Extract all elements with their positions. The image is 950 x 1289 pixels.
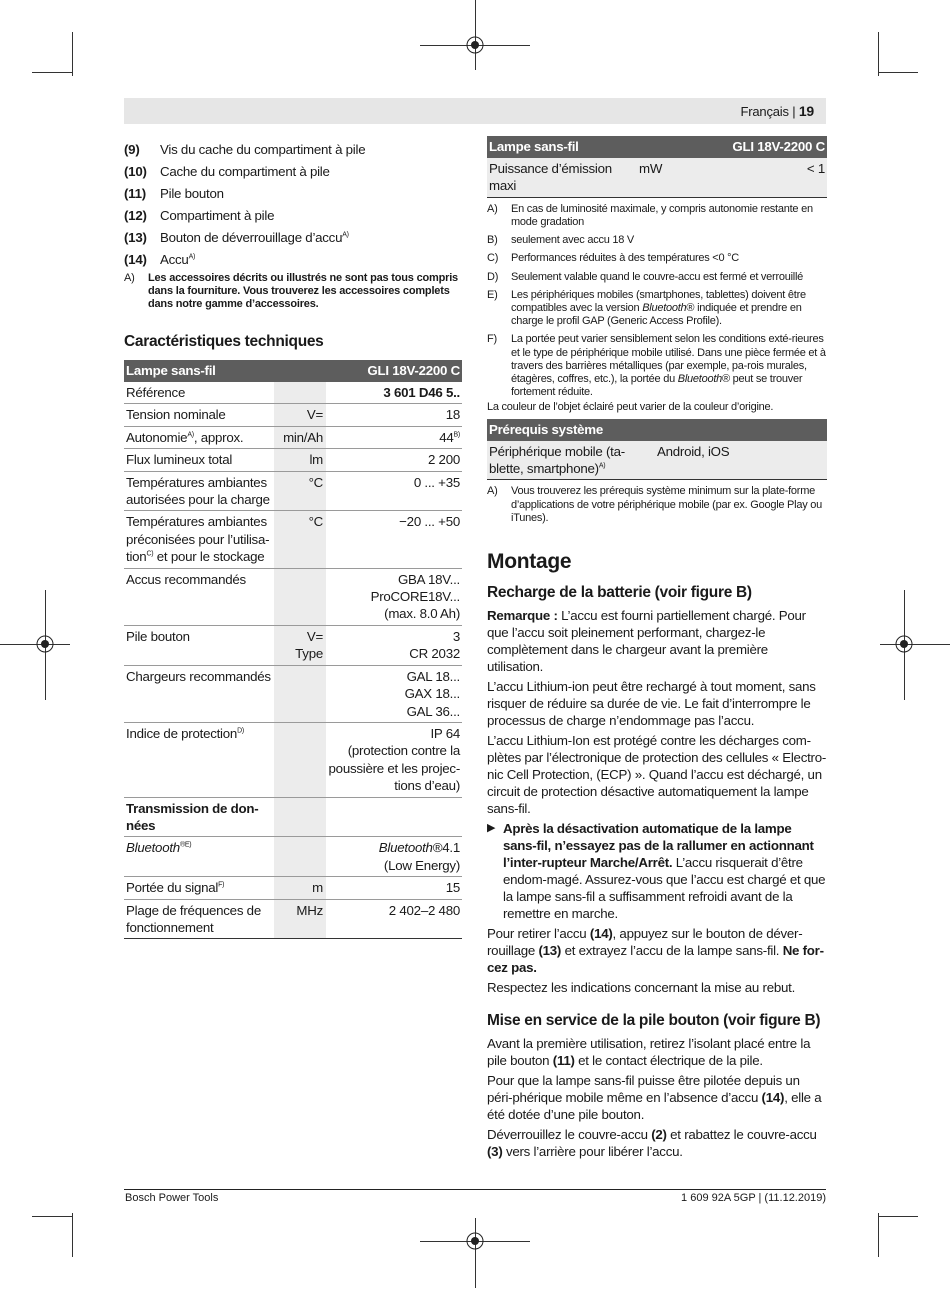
spec-label-text: Températures ambiantes préconisées pour l’utilisa-tion (126, 514, 270, 565)
part-label: Vis du cache du compartiment à pile (160, 141, 366, 157)
note-text: Les accessoires décrits ou illustrés ne sont pas tous compris dans la fourniture. Vous trouverez les accessoires complets dans notre gamme d’accessoires. (148, 272, 458, 310)
paragraph-text: , appuyez sur le bouton de déver-rouillage (487, 926, 803, 959)
spec-value-line: (max. 8.0 Ah) (384, 606, 460, 622)
spec-value: < 1 (689, 158, 827, 197)
subsection-heading: Recharge de la batterie (voir figure B) (487, 584, 752, 602)
spec-unit: min/Ah (274, 426, 326, 448)
accessories-note (124, 272, 462, 311)
table-header-right: GLI 18V-2200 C (689, 136, 827, 158)
spec-unit: m (274, 877, 326, 899)
footnote (487, 333, 827, 399)
footnote-text: Bluetooth (677, 373, 722, 386)
spec-label (124, 722, 274, 797)
spec-label (124, 837, 274, 877)
spec-unit: °C (274, 471, 326, 511)
spec-label (124, 426, 274, 448)
spec-label (487, 441, 655, 480)
crop-mark (475, 0, 476, 70)
spec-label: Températures ambiantes autorisées pour la charge (124, 471, 274, 511)
crop-mark (32, 72, 72, 73)
part-number: (13) (124, 229, 147, 245)
crop-mark (878, 32, 879, 76)
warning-bullet (487, 820, 827, 922)
table-row (124, 426, 462, 448)
spec-label: Chargeurs recommandés (124, 665, 274, 722)
footnote-ref: A) (598, 462, 606, 470)
bullet-bold: Après la désactivation automatique de la lampe sans-fil, n’essayez pas de la rallumer en actionnant l’inter-rupteur Marche/Arrêt. (503, 821, 814, 871)
footnote-key: E) (487, 288, 498, 301)
table-header-left: Lampe sans-fil (487, 136, 689, 158)
paragraph (487, 1072, 827, 1123)
paragraph (487, 1035, 827, 1069)
part-number: (10) (124, 163, 147, 179)
spec-value-text: ®4.1 (432, 840, 460, 856)
spec-value (326, 625, 462, 665)
footnote-ref: D) (237, 727, 244, 735)
part-ref: (14) (761, 1090, 785, 1106)
footnote-text: Seulement valable quand le couvre-accu est fermé et verrouillé (511, 270, 804, 283)
crop-mark (878, 72, 918, 73)
part-label: Compartiment à pile (160, 207, 275, 223)
part-label: Pile bouton (160, 185, 224, 201)
subsection-heading: Mise en service de la pile bouton (voir figure B) (487, 1012, 821, 1030)
footnote-key: F) (487, 333, 497, 346)
spec-value-line: (Low Energy) (383, 857, 460, 873)
footnote (487, 485, 827, 525)
left-column (124, 138, 462, 939)
footnote (487, 234, 827, 247)
spec-label-text: Portée du signal (126, 880, 219, 896)
spec-value-line: ProCORE18V... (370, 589, 460, 605)
section-title: Montage (487, 550, 572, 574)
spec-value-line: tions d’eau) (394, 778, 460, 794)
table-row (124, 568, 462, 625)
part-number: (14) (124, 251, 147, 267)
table-row (124, 404, 462, 426)
spec-unit-line: Type (295, 646, 323, 662)
spec-unit (274, 625, 326, 665)
footnote-text: Bluetooth (642, 302, 687, 315)
paragraph (487, 607, 827, 675)
table-row (124, 837, 462, 877)
part-label: Accu (160, 251, 189, 267)
bullet-text: L’accu risquerait d’être endom-magé. Assurez-vous que l’accu est chargé et que la lampe sans-fil a suffisamment refroidi avant de la remettre en marche. (503, 855, 826, 922)
footnote-ref: A) (187, 431, 194, 439)
spec-unit (274, 665, 326, 722)
registration-mark-icon (36, 635, 54, 653)
table-header-left: Lampe sans-fil (124, 360, 326, 382)
crop-mark (72, 32, 73, 76)
footnote-ref: B) (453, 431, 460, 439)
footnote-text: La portée peut varier sensiblement selon les conditions exté-rieures et le type de périphérique mobile utilisé. Dans une pièce fermée et à travers des barrières métalliques (par exemple, pa-rois murales, étagères, coffres, etc.), la portée du (511, 333, 826, 386)
table-row (124, 722, 462, 797)
color-note-text: La couleur de l’objet éclairé peut varier de la couleur d’origine. (487, 401, 774, 414)
spec-label (124, 877, 274, 899)
color-note (487, 401, 827, 414)
spec-value: 3 601 D46 5.. (326, 382, 462, 404)
spec-unit: lm (274, 449, 326, 471)
system-requirements-table (487, 419, 827, 481)
table-row (124, 877, 462, 899)
part-label: Cache du compartiment à pile (160, 163, 330, 179)
footnote-ref: C) (146, 550, 154, 558)
spec-unit (274, 837, 326, 877)
part-ref: (14) (589, 926, 613, 942)
spec-label-text: , approx. (193, 429, 244, 445)
bullet-arrow-icon: ▶ (487, 822, 496, 835)
spec-label: Accus recommandés (124, 568, 274, 625)
spec-table (124, 360, 462, 939)
right-column (487, 136, 827, 1163)
footnote-key: A) (487, 202, 498, 215)
section-heading: Caractéristiques techniques (124, 333, 324, 350)
paragraph-text: et extrayez l’accu de la lampe sans-fil. (561, 943, 783, 959)
crop-mark (32, 1216, 72, 1217)
spec-unit: MHz (274, 899, 326, 939)
header-separator: | (792, 104, 796, 119)
spec-value: 0 ... +35 (326, 471, 462, 511)
paragraph-text: vers l’arrière pour libérer l’accu. (502, 1144, 683, 1160)
table-header-row (487, 419, 827, 441)
table-row (487, 441, 827, 480)
table-header-row (124, 360, 462, 382)
part-ref: (11) (552, 1053, 575, 1069)
paragraph-text: Avant la première utilisation, retirez l’isolant placé entre la pile bouton (487, 1036, 811, 1069)
paragraph-bold: Ne for-cez pas. (487, 943, 824, 976)
header-band (124, 98, 826, 124)
spec-label-text: Bluetooth (126, 840, 180, 856)
page-number: 19 (798, 103, 814, 119)
spec-value (326, 426, 462, 448)
spec-value-text: 44 (439, 429, 454, 445)
note-key: A) (124, 272, 135, 284)
spec-value: −20 ... +50 (326, 511, 462, 568)
spec-value: 18 (326, 404, 462, 426)
spec-unit (274, 722, 326, 797)
footnote-key: D) (487, 270, 499, 283)
page-header (741, 103, 814, 119)
footnote-text: En cas de luminosité maximale, y compris autonomie restante en mode gradation (511, 202, 813, 229)
footer-publisher: Bosch Power Tools (125, 1192, 219, 1204)
footnote-key: B) (487, 234, 498, 247)
spec-value: 15 (326, 877, 462, 899)
footnote-key: A) (487, 485, 498, 498)
part-ref: (2) (651, 1127, 667, 1143)
part-label: Bouton de déverrouillage d’accu (160, 229, 343, 245)
footnote (487, 203, 827, 229)
spec-unit (274, 568, 326, 625)
footnote-ref: A) (342, 231, 349, 239)
registration-mark-icon (466, 36, 484, 54)
crop-mark (878, 1213, 879, 1257)
list-item (124, 160, 462, 182)
paragraph-text: Déverrouillez le couvre-accu (487, 1127, 652, 1143)
crop-mark (72, 1213, 73, 1257)
spec-value (326, 665, 462, 722)
footnote (487, 252, 827, 265)
spec-value (326, 837, 462, 877)
spec-unit-line: V= (306, 628, 323, 644)
footnotes (487, 203, 827, 415)
spec-value-line: GBA 18V... (397, 571, 460, 587)
footnote-ref: A) (188, 253, 196, 261)
spec-value (326, 568, 462, 625)
spec-table-continued (487, 136, 827, 198)
table-row (124, 899, 462, 939)
spec-value-line: GAX 18... (404, 686, 460, 702)
footer-doc-id: 1 609 92A 5GP | (11.12.2019) (681, 1192, 826, 1204)
spec-unit: °C (274, 511, 326, 568)
spec-label-text: et pour le stockage (153, 549, 265, 565)
list-item (124, 182, 462, 204)
footnote-text: Vous trouverez les prérequis système minimum sur la plate-forme d’applications de votre périphérique mobile (par ex. Google Play ou iTunes). (511, 485, 822, 524)
list-item (124, 248, 462, 270)
list-item (124, 226, 462, 248)
table-row (124, 511, 462, 568)
spec-value-line: (protection contre la (347, 743, 460, 759)
paragraph-text: L’accu est fourni partiellement chargé. Pour que l’accu soit pleinement performant, chargez-le complètement dans le chargeur avant la première utilisation. (487, 608, 806, 675)
spec-label: Puissance d’émission maxi (487, 158, 637, 197)
crop-mark (878, 1216, 918, 1217)
table-row (124, 797, 462, 837)
spec-value-line: GAL 18... (406, 668, 460, 684)
list-item (124, 138, 462, 160)
crop-mark (0, 644, 70, 645)
spec-value (326, 797, 462, 837)
table-row (124, 382, 462, 404)
spec-unit: mW (637, 158, 689, 197)
spec-value-line: IP 64 (430, 725, 460, 741)
footnote-text: seulement avec accu 18 V (511, 234, 635, 247)
paragraph (487, 925, 827, 976)
spec-value: 2 402–2 480 (326, 899, 462, 939)
footnote-text: Performances réduites à des températures <0 °C (511, 252, 739, 265)
spec-value: 2 200 (326, 449, 462, 471)
table-header-right: GLI 18V-2200 C (326, 360, 462, 382)
paragraph-bold: Remarque : (487, 608, 558, 624)
paragraph: L’accu Lithium-Ion est protégé contre les décharges com-plètes par l’électronique de protection des cellules « Electro-nic Cell Protection, (ECP) ». Quand l’accu est déchargé, un circuit de protection désactive automatiquement la lampe sans-fil. (487, 733, 827, 817)
table-header-left: Prérequis système (487, 419, 827, 441)
paragraph: Respectez les indications concernant la mise au rebut. (487, 980, 796, 996)
paragraph: L’accu Lithium-ion peut être rechargé à tout moment, sans risquer de réduire sa durée de vie. Le fait d’interrompre le processus de charge n’endommage pas l’accu. (487, 679, 816, 729)
footnote-ref: ®E) (179, 841, 192, 849)
spec-label: Pile bouton (124, 625, 274, 665)
footnote (487, 289, 827, 329)
spec-unit: V= (274, 404, 326, 426)
table-row (124, 625, 462, 665)
table-row (124, 471, 462, 511)
spec-value (326, 722, 462, 797)
list-item (124, 204, 462, 226)
spec-value-line: 3 (452, 628, 460, 644)
table-row (487, 158, 827, 197)
registration-mark-icon (466, 1232, 484, 1250)
spec-unit (274, 382, 326, 404)
footer-rule (124, 1189, 826, 1190)
footnote-key: C) (487, 252, 499, 265)
part-ref: (3) (487, 1144, 503, 1160)
part-number: (12) (124, 207, 147, 223)
paragraph-text: , elle a été dotée d’une pile bouton. (487, 1090, 822, 1123)
spec-label: Plage de fréquences de fonctionnement (124, 899, 274, 939)
spec-label (124, 511, 274, 568)
parts-list (124, 138, 462, 270)
paragraph-text: et rabattez le couvre-accu (666, 1127, 817, 1143)
table-row (124, 665, 462, 722)
spec-label: Tension nominale (124, 404, 274, 426)
spec-value-line: poussière et les projec- (328, 760, 460, 776)
spec-value-text: Bluetooth (378, 840, 433, 856)
spec-label-text: Périphérique mobile (ta-blette, smartphone) (489, 443, 625, 477)
spec-value: Android, iOS (655, 441, 827, 480)
footnote (487, 271, 827, 284)
paragraph-text: Pour retirer l’accu (487, 926, 590, 942)
spec-label: Flux lumineux total (124, 449, 274, 471)
footnote-text: ® indiquée et prendre en charge le profil GAP (Generic Access Profile). (511, 302, 802, 328)
footnote-text: Les périphériques mobiles (smartphones, tablettes) doivent être compatibles avec la version (511, 288, 806, 315)
spec-value-line: CR 2032 (409, 646, 460, 662)
paragraph (487, 1126, 827, 1160)
spec-unit (274, 797, 326, 837)
footnote-text: ® peut se trouver fortement réduite. (511, 373, 803, 399)
crop-mark (880, 644, 950, 645)
paragraph-text: Pour que la lampe sans-fil puisse être pilotée depuis un péri-phérique mobile même en l’absence d’accu (487, 1073, 800, 1106)
spec-label-text: Autonomie (126, 429, 188, 445)
crop-mark (475, 1218, 476, 1288)
table-header-row (487, 136, 827, 158)
spec-label-text: Indice de protection (126, 725, 238, 741)
part-number: (11) (124, 185, 146, 201)
spec-value-line: GAL 36... (406, 703, 460, 719)
paragraph-text: et le contact électrique de la pile. (574, 1053, 763, 1069)
part-number: (9) (124, 141, 140, 157)
header-language: Français (740, 104, 789, 119)
table-row (124, 449, 462, 471)
registration-mark-icon (895, 635, 913, 653)
footnote-ref: F) (218, 881, 225, 889)
spec-label: Transmission de don-nées (124, 797, 274, 837)
part-ref: (13) (538, 943, 562, 959)
spec-label: Référence (124, 382, 274, 404)
